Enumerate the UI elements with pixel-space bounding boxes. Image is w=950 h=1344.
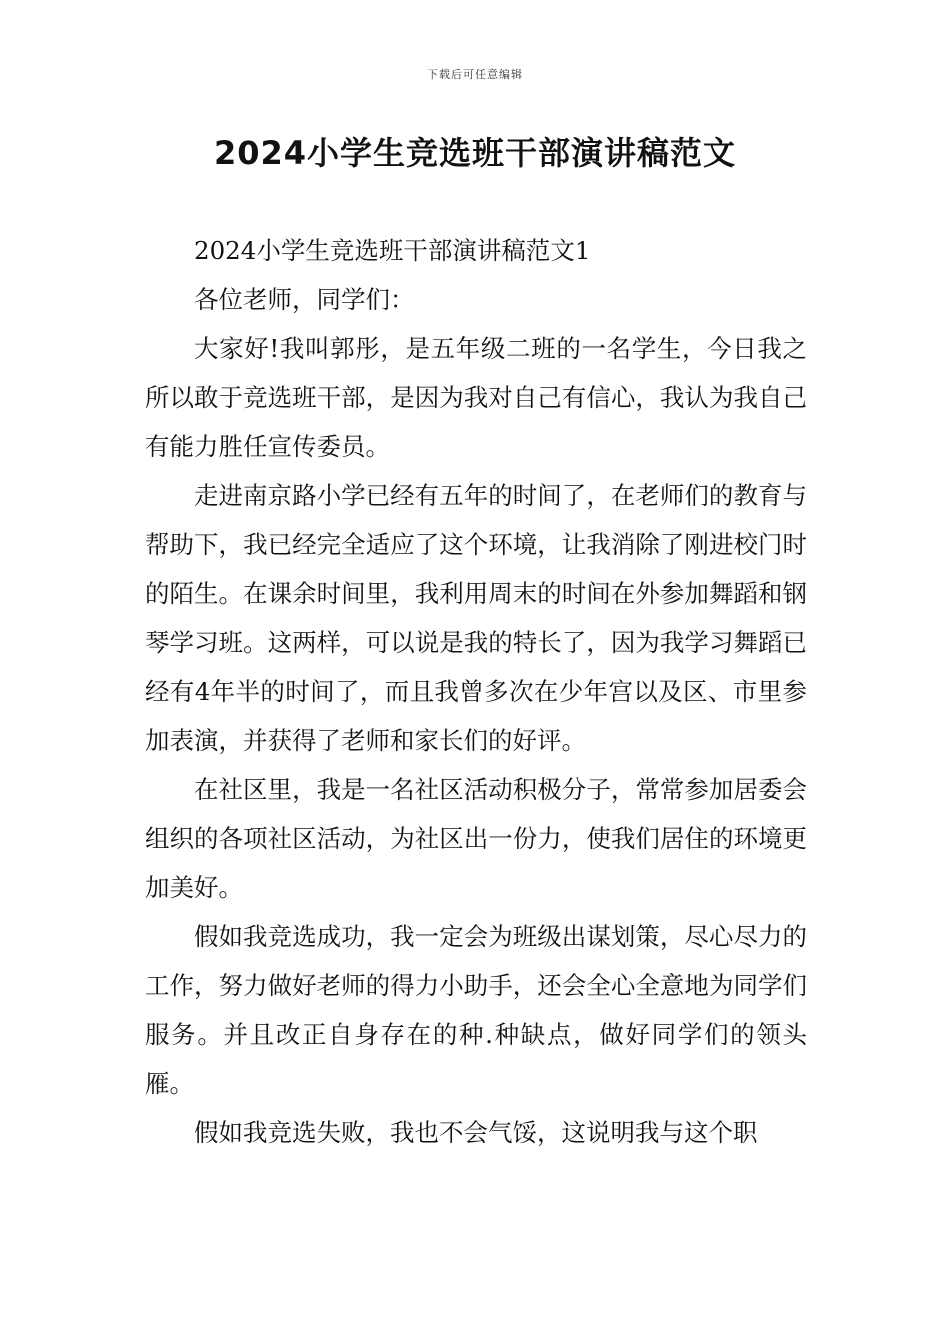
paragraph-salutation: 各位老师，同学们： [194,285,415,314]
header-note: 下载后可任意编辑 [427,68,523,81]
paragraph: 大家好!我叫郭彤，是五年级二班的一名学生，今日我之所以敢于竞选班干部，是因为我对自己有信心，我认为我自己有能力胜任宣传委员。 [145,334,807,461]
document-title: 2024小学生竞选班干部演讲稿范文 [213,134,737,172]
paragraph: 走进南京路小学已经有五年的时间了，在老师们的教育与帮助下，我已经完全适应了这个环境，让我消除了刚进校门时的陌生。在课余时间里，我利用周末的时间在外参加舞蹈和钢琴学习班。这两样，可以说是我的特长了，因为我学习舞蹈已经有4年半的时间了，而且我曾多次在少年宫以及区、市里参加表演，并获得了老师和家长们的好评。 [145,481,807,755]
paragraph: 假如我竞选失败，我也不会气馁，这说明我与这个职 [194,1118,758,1147]
paragraph: 假如我竞选成功，我一定会为班级出谋划策，尽心尽力的工作，努力做好老师的得力小助手，还会全心全意地为同学们服务。并且改正自身存在的种.种缺点，做好同学们的领头雁。 [145,922,807,1098]
document-body [145,226,807,1157]
paragraph-subtitle: 2024小学生竞选班干部演讲稿范文1 [194,236,591,265]
paragraph: 在社区里，我是一名社区活动积极分子，常常参加居委会组织的各项社区活动，为社区出一份力，使我们居住的环境更加美好。 [145,775,807,902]
